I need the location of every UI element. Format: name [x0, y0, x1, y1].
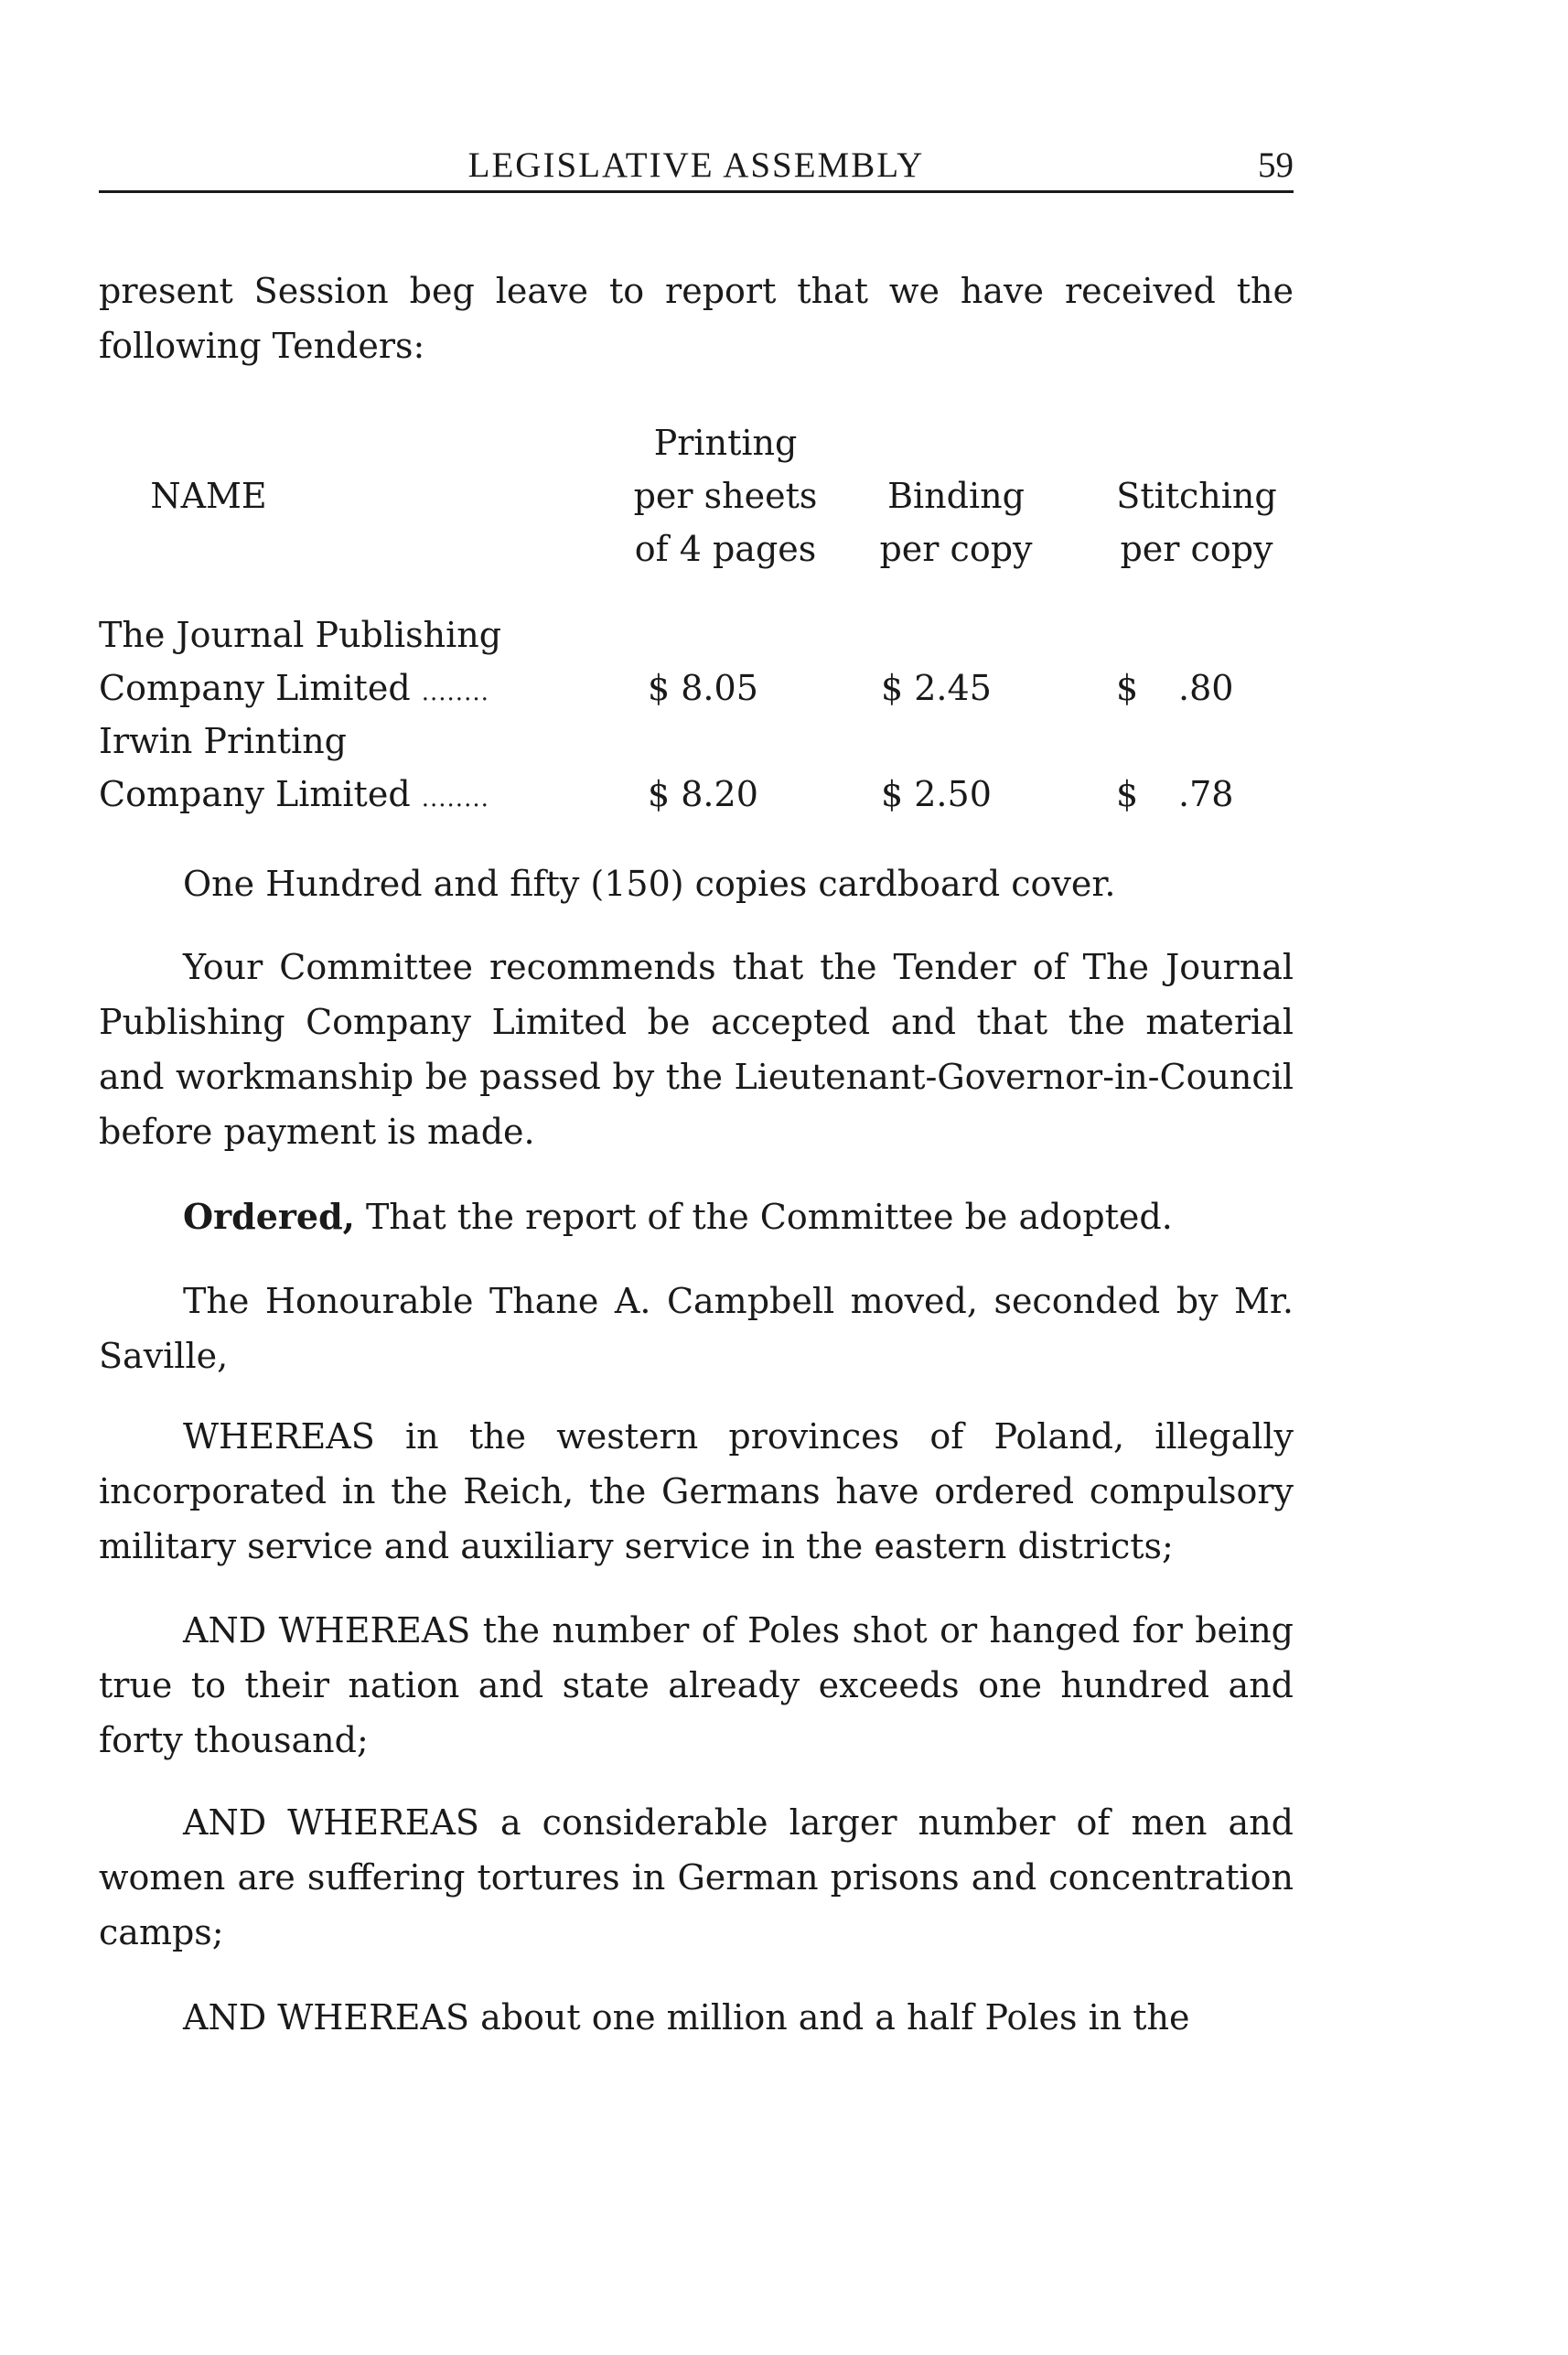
recommendation-paragraph: Your Committee recommends that the Tender of The Journal Publishing Company Limited be accepted and that the material and workmanship be passed by the Lieutenant-Governor-in-Council before payment is made.: [99, 947, 1294, 1152]
running-head-title: LEGISLATIVE ASSEMBLY: [467, 145, 925, 185]
whereas-paragraph-1: WHEREAS in the western provinces of Poland, illegally incorporated in the Reich, the Germans have ordered compulsory military service and auxiliary service in the eastern districts;: [99, 1416, 1294, 1566]
row-2-stitching-symbol: $: [1116, 774, 1139, 814]
header-printing: Printing per sheets of 4 pages: [633, 423, 818, 569]
row-1-stitching-symbol: $: [1116, 668, 1139, 708]
header-stitching: Stitching per copy: [1116, 476, 1277, 569]
row-1-name-line-1: The Journal Publishing: [99, 615, 502, 655]
row-1-name-line-2: Company Limited ........: [99, 668, 489, 708]
ordered-paragraph: [99, 1189, 1294, 1244]
tender-table: [99, 416, 1294, 819]
row-1-leader: ........: [421, 679, 489, 706]
row-1-stitching: .80: [1178, 668, 1234, 708]
row-2-printing: $ 8.20: [648, 774, 758, 814]
row-1-binding: $ 2.45: [881, 668, 992, 708]
intro-paragraph: present Session beg leave to report that we have received the following Tenders:: [99, 271, 1294, 366]
whereas-paragraph-2: AND WHEREAS the number of Poles shot or hanged for being true to their nation and state already exceeds one hundred and forty thousand;: [99, 1610, 1294, 1760]
motion-paragraph: The Honourable Thane A. Campbell moved, seconded by Mr. Saville,: [99, 1281, 1294, 1376]
row-2-binding: $ 2.50: [881, 774, 992, 814]
ordered-label: Ordered,: [183, 1196, 355, 1237]
whereas-paragraph-4: AND WHEREAS about one million and a half Poles in the: [183, 1997, 1190, 2038]
row-2-stitching: .78: [1178, 774, 1234, 814]
header-binding: Binding per copy: [879, 476, 1033, 569]
running-head: [99, 145, 1294, 193]
ordered-text: That the report of the Committee be adopted.: [354, 1197, 1173, 1237]
page-number: 59: [1258, 145, 1294, 185]
whereas-paragraph-3: AND WHEREAS a considerable larger number of men and women are suffering tortures in German prisons and concentration camps;: [99, 1802, 1294, 1952]
row-2-name-line-2: Company Limited ........: [99, 774, 489, 814]
row-2-name-line-1: Irwin Printing: [99, 721, 347, 761]
row-2-leader: ........: [421, 785, 489, 812]
copies-paragraph: One Hundred and fifty (150) copies cardboard cover.: [183, 864, 1116, 904]
header-name: NAME: [150, 476, 267, 516]
row-1-printing: $ 8.05: [648, 668, 758, 708]
